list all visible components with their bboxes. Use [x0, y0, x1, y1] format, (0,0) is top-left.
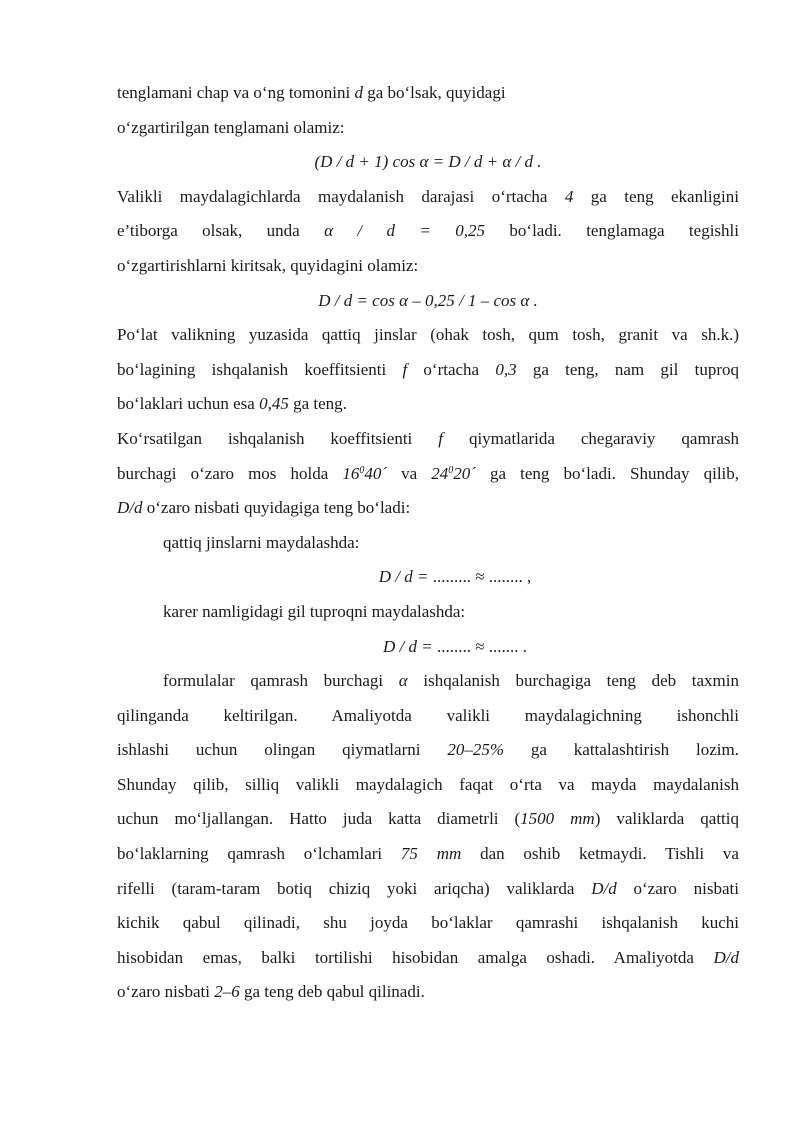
text-line: D/d o‘zaro nisbati quyidagiga teng bo‘ladi: [117, 498, 411, 518]
equation-4: D / d = ........ ≈ ....... . [382, 636, 528, 656]
text-line: bo‘lagining ishqalanish koeffitsienti f o‘rtacha 0,3 ga teng, nam gil tuproq [117, 359, 739, 379]
document-page [117, 76, 739, 1010]
equation-1: (D / d + 1) cos α = D / d + α / d . [314, 152, 542, 172]
text-line: Ko‘rsatilgan ishqalanish koeffitsienti f qiymatlarida chegaraviy qamrash [117, 428, 739, 448]
text-line: ishlashi uchun olingan qiymatlarni 20–25% ga kattalashtirish lozim. [117, 740, 739, 760]
angle-value-2: $24^020´$ [431, 463, 476, 483]
text-line: karer namligidagi gil tuproqni maydalashda: [163, 601, 466, 621]
text-line: hisobidan emas, balki tortilishi hisobidan amalga oshadi. Amaliyotda D/d [117, 947, 739, 967]
equation-3: D / d = ......... ≈ ........ , [378, 567, 532, 587]
text-line: o‘zgartirishlarni kiritsak, quyidagini olamiz: [117, 255, 419, 275]
text-line: qilinganda keltirilgan. Amaliyotda valikli maydalagichning ishonchli [117, 705, 739, 725]
text-line: Shunday qilib, silliq valikli maydalagich faqat o‘rta va mayda maydalanish [117, 774, 739, 794]
text-line: burchagi o‘zaro mos holda $16^040´$ va $24^020´$ ga teng bo‘ladi. Shunday qilib, [117, 463, 740, 483]
text-line: kichik qabul qilinadi, shu joyda bo‘laklar qamrashi ishqalanish kuchi [117, 913, 739, 933]
text-line: bo‘laklari uchun esa 0,45 ga teng. [117, 394, 347, 414]
angle-value-1: $16^040´$ [342, 463, 388, 483]
text-line: bo‘laklarning qamrash o‘lchamlari 75 mm dan oshib ketmaydi. Tishli va [117, 844, 739, 864]
text-line: formulalar qamrash burchagi α ishqalanish burchagiga teng deb taxmin [163, 671, 739, 691]
text-line: o‘zaro nisbati 2–6 ga teng deb qabul qilinadi. [117, 982, 425, 1002]
text-line: uchun mo‘ljallangan. Hatto juda katta diametrli (1500 mm) valiklarda qattiq [117, 809, 739, 829]
text-line: Valikli maydalagichlarda maydalanish darajasi o‘rtacha 4 ga teng ekanligini [117, 186, 739, 206]
text-line: tenglamani chap va o‘ng tomonini d ga bo‘lsak, quyidagi [117, 83, 506, 102]
equation-2: D / d = cos α – 0,25 / 1 – cos α . [318, 290, 538, 310]
text-line: o‘zgartirilgan tenglamani olamiz: [117, 117, 345, 137]
text-line: qattiq jinslarni maydalashda: [163, 532, 360, 552]
text-line: rifelli (taram-taram botiq chiziq yoki ariqcha) valiklarda D/d o‘zaro nisbati [117, 878, 739, 898]
text-line: Po‘lat valikning yuzasida qattiq jinslar (ohak tosh, qum tosh, granit va sh.k.) [117, 325, 739, 345]
text-line: e’tiborga olsak, unda α / d = 0,25 bo‘ladi. tenglamaga tegishli [117, 221, 739, 241]
